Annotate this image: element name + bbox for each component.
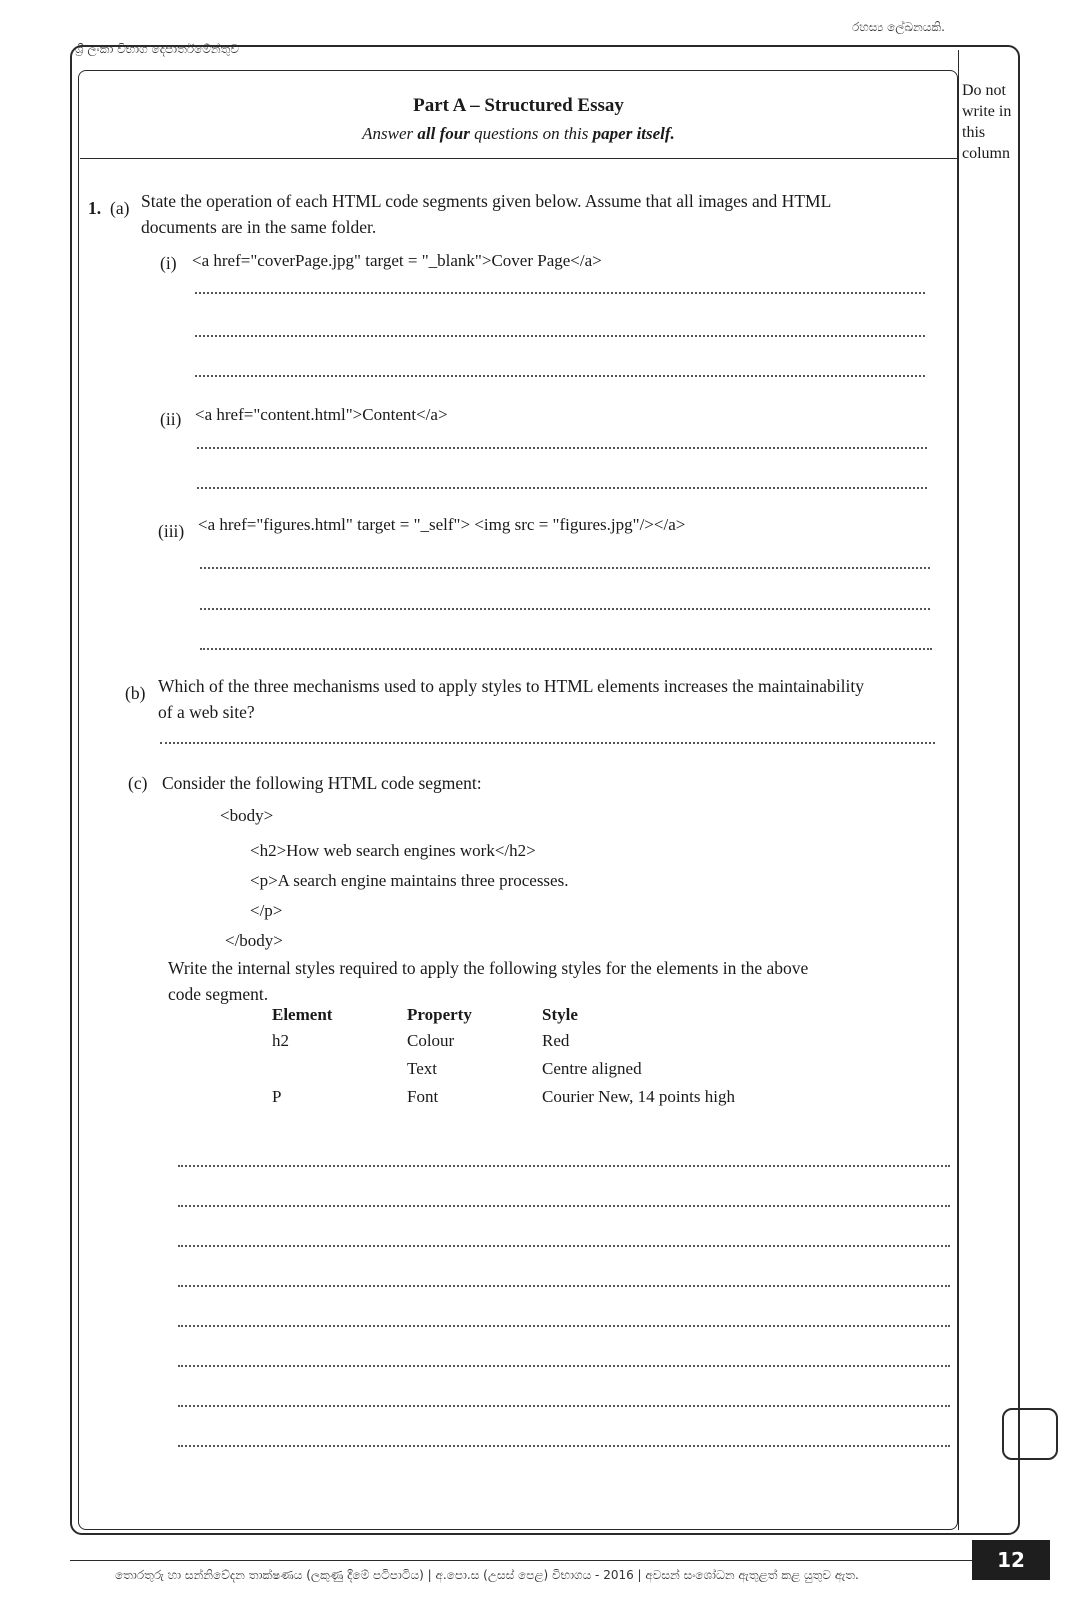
answer-line[interactable] bbox=[178, 1365, 950, 1367]
answer-line[interactable] bbox=[195, 335, 925, 337]
title-divider bbox=[80, 158, 957, 159]
table-header: Property bbox=[407, 1005, 472, 1024]
answer-line[interactable] bbox=[178, 1445, 950, 1447]
table-cell: Red bbox=[542, 1031, 570, 1050]
answer-line[interactable] bbox=[200, 608, 930, 610]
table-header: Element bbox=[272, 1005, 333, 1024]
answer-line[interactable] bbox=[197, 447, 927, 449]
code-line: </body> bbox=[225, 931, 283, 950]
table-header-row bbox=[272, 1005, 802, 1031]
page-number: 12 bbox=[972, 1540, 1050, 1580]
part-c-instructions-line2: code segment. bbox=[168, 984, 269, 1004]
answer-line[interactable] bbox=[178, 1325, 950, 1327]
answer-line[interactable] bbox=[160, 742, 935, 744]
answer-area-border bbox=[78, 70, 958, 1530]
instructions-prefix: Answer bbox=[362, 124, 414, 143]
part-c-instructions bbox=[168, 955, 958, 1007]
part-b-text-line2: of a web site? bbox=[158, 702, 255, 722]
section-title: Part A – Structured Essay bbox=[413, 95, 624, 116]
header-confidential: රහස්‍ය ලේඛනයකි. bbox=[852, 20, 945, 34]
section-instructions bbox=[80, 124, 957, 144]
style-table bbox=[272, 1005, 802, 1115]
instructions-emphasis: all four bbox=[417, 124, 470, 143]
marks-box[interactable] bbox=[1002, 1408, 1058, 1460]
answer-line[interactable] bbox=[178, 1405, 950, 1407]
table-cell: Colour bbox=[407, 1031, 455, 1050]
code-line: <p>A search engine maintains three processes. bbox=[250, 871, 569, 890]
part-a-text-line2: documents are in the same folder. bbox=[141, 217, 377, 237]
footer-text: තොරතුරු හා සන්නිවේදන තාක්ෂණය (ලකුණු දීමේ පටිපාටිය) | අ.පො.ස (උසස් පෙළ) විභාගය - 2016 | අවසන් සංශෝධන ඇතුළත් කළ යුතුව ඇත. bbox=[115, 1568, 859, 1582]
table-cell: Text bbox=[407, 1059, 437, 1078]
margin-column-note: Do not write in this column bbox=[962, 82, 1012, 162]
table-row bbox=[272, 1031, 802, 1059]
sub-ii-label: (ii) bbox=[160, 409, 182, 429]
code-line: <body> bbox=[220, 806, 274, 825]
part-a-text bbox=[141, 188, 941, 240]
sub-i-label: (i) bbox=[160, 253, 177, 273]
part-a-label: (a) bbox=[110, 198, 130, 218]
answer-line[interactable] bbox=[197, 487, 927, 489]
part-b-label: (b) bbox=[125, 683, 146, 703]
answer-line[interactable] bbox=[178, 1205, 950, 1207]
table-cell: Courier New, 14 points high bbox=[542, 1087, 735, 1106]
answer-line[interactable] bbox=[200, 648, 932, 650]
sub-ii-code: <a href="content.html">Content</a> bbox=[195, 405, 448, 424]
part-b-text-line1: Which of the three mechanisms used to apply styles to HTML elements increases the maintainability bbox=[158, 676, 864, 696]
instructions-mid: questions on this bbox=[474, 124, 589, 143]
code-line: <h2>How web search engines work</h2> bbox=[250, 841, 536, 860]
table-row bbox=[272, 1087, 802, 1115]
question-number: 1. bbox=[88, 198, 102, 218]
answer-line[interactable] bbox=[195, 375, 925, 377]
part-b-text bbox=[158, 673, 958, 725]
style-table-wrapper bbox=[272, 1005, 802, 1115]
answer-line[interactable] bbox=[178, 1285, 950, 1287]
answer-line[interactable] bbox=[195, 292, 925, 294]
answer-line[interactable] bbox=[200, 567, 930, 569]
table-header: Style bbox=[542, 1005, 578, 1024]
part-c-text: Consider the following HTML code segment: bbox=[162, 773, 482, 793]
margin-column-divider bbox=[958, 50, 959, 1530]
footer-divider bbox=[70, 1560, 1020, 1561]
table-row bbox=[272, 1059, 802, 1087]
sub-i-code: <a href="coverPage.jpg" target = "_blank">Cover Page</a> bbox=[192, 251, 602, 270]
table-cell: Centre aligned bbox=[542, 1059, 642, 1078]
part-c-instructions-line1: Write the internal styles required to apply the following styles for the elements in the above bbox=[168, 958, 809, 978]
sub-iii-label: (iii) bbox=[158, 521, 185, 541]
part-c-label: (c) bbox=[128, 773, 148, 793]
header-department: ශ්‍රී ලංකා විභාග දෙපාර්තමේන්තුව bbox=[75, 42, 240, 56]
code-line: </p> bbox=[250, 901, 283, 920]
part-a-text-line1: State the operation of each HTML code segments given below. Assume that all images and HTML bbox=[141, 191, 832, 211]
table-cell: Font bbox=[407, 1087, 439, 1106]
table-cell bbox=[272, 1059, 407, 1087]
sub-iii-code: <a href="figures.html" target = "_self"> <img src = "figures.jpg"/></a> bbox=[198, 515, 686, 534]
table-cell: P bbox=[272, 1087, 282, 1106]
answer-line[interactable] bbox=[178, 1165, 950, 1167]
answer-line[interactable] bbox=[178, 1245, 950, 1247]
table-cell: h2 bbox=[272, 1031, 289, 1050]
instructions-emphasis-2: paper itself. bbox=[592, 124, 675, 143]
